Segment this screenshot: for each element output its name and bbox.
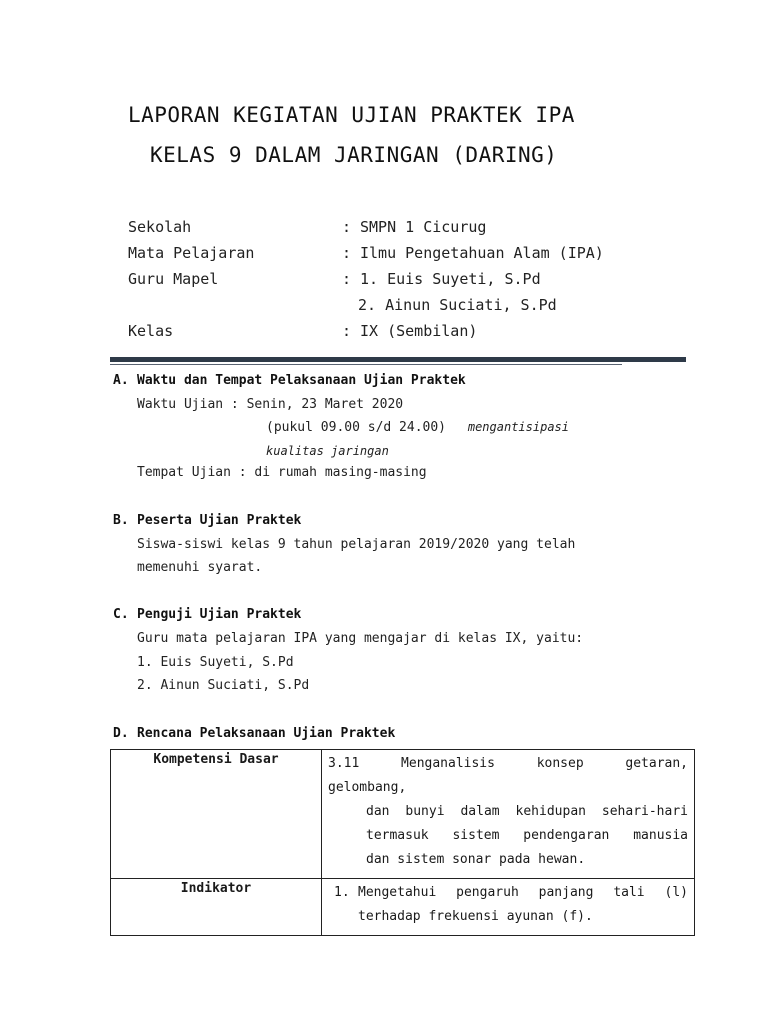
penguji-item-2: 2. Ainun Suciati, S.Pd [137,678,310,693]
indikator-label: Indikator [111,879,322,936]
info-value: SMPN 1 Cicurug [360,218,487,236]
info-value: IX (Sembilan) [360,322,478,340]
header-divider-thick [110,357,686,362]
penguji-intro: Guru mata pelajaran IPA yang mengajar di kelas IX, yaitu: [137,631,584,646]
info-colon: : [342,244,352,262]
section-letter: D. [113,726,129,741]
section-a-heading [113,373,466,388]
table-row [111,750,695,879]
waktu-ujian-time [266,420,569,435]
info-colon: : [342,270,352,288]
indikator-item [328,881,688,929]
info-label: Guru Mapel [128,270,219,288]
info-label: Sekolah [128,218,192,236]
section-d-heading [113,726,395,741]
section-b-heading [113,513,301,528]
info-colon: : [342,322,352,340]
kd-line: 3.11 Menganalisis konsep getaran, [328,756,688,771]
info-value: 2. Ainun Suciati, S.Pd [358,296,557,314]
info-label: Mata Pelajaran [128,244,255,262]
peserta-line1: Siswa-siswi kelas 9 tahun pelajaran 2019/2020 yang telah [137,537,576,552]
rencana-table [110,749,695,936]
indikator-line: terhadap frekuensi ayunan (f). [358,909,593,924]
kd-line: termasuk sistem pendengaran manusia [366,828,688,843]
waktu-note: mengantisipasi [467,420,569,434]
report-title-line2: KELAS 9 DALAM JARINGAN (DARING) [150,143,558,167]
peserta-line2: memenuhi syarat. [137,560,263,575]
kd-line: gelombang, [328,780,407,795]
section-title: Rencana Pelaksanaan Ujian Praktek [137,726,396,741]
section-letter: A. [113,373,129,388]
waktu-note-continued: kualitas jaringan [266,444,389,458]
info-value: 1. Euis Suyeti, S.Pd [360,270,541,288]
header-divider-thin [110,364,622,365]
indikator-number: 1. [334,885,350,900]
section-title: Penguji Ujian Praktek [137,607,302,622]
kompetensi-dasar-label: Kompetensi Dasar [111,750,322,879]
kd-line: dan sistem sonar pada hewan. [366,852,586,867]
section-letter: B. [113,513,129,528]
kd-line: dan bunyi dalam kehidupan sehari-hari [366,804,688,819]
table-row [111,879,695,936]
indikator-line: Mengetahui pengaruh panjang tali (l) [358,885,688,900]
penguji-item-1: 1. Euis Suyeti, S.Pd [137,655,294,670]
waktu-ujian: Waktu Ujian : Senin, 23 Maret 2020 [137,397,404,412]
section-title: Peserta Ujian Praktek [137,513,302,528]
report-title-line1: LAPORAN KEGIATAN UJIAN PRAKTEK IPA [128,103,575,127]
indikator-value [322,879,695,936]
kompetensi-dasar-value [322,750,695,879]
waktu-time-range: (pukul 09.00 s/d 24.00) [266,420,447,435]
section-letter: C. [113,607,129,622]
section-c-heading [113,607,301,622]
section-title: Waktu dan Tempat Pelaksanaan Ujian Praktek [137,373,466,388]
info-value: Ilmu Pengetahuan Alam (IPA) [360,244,604,262]
tempat-ujian: Tempat Ujian : di rumah masing-masing [137,465,427,480]
info-colon: : [342,218,352,236]
info-label: Kelas [128,322,174,340]
